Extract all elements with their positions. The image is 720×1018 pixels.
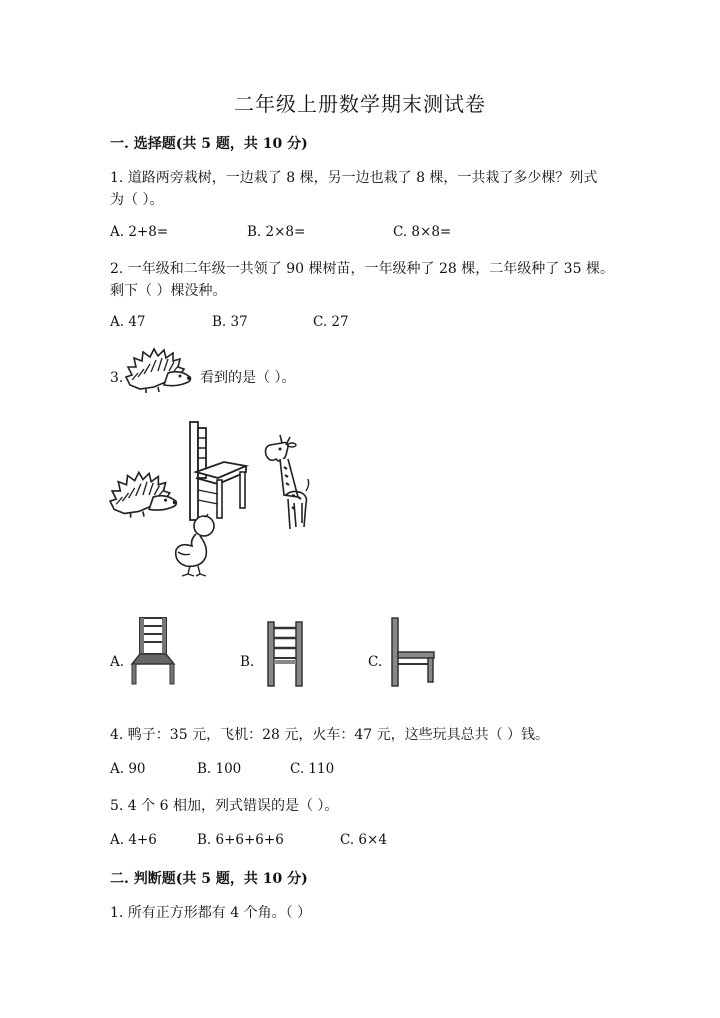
question-4-text: 4. 鸭子：35 元，飞机：28 元，火车：47 元，这些玩具总共（ ）钱。 — [110, 727, 550, 743]
question-4-option-b: B. 100 — [197, 761, 242, 777]
page-title: 二年级上册数学期末测试卷 — [234, 92, 486, 116]
giraffe-icon — [258, 433, 320, 531]
question-1-option-a: A. 2+8= — [110, 224, 169, 240]
question-2-option-a: A. 47 — [110, 314, 146, 330]
question-5-option-c: C. 6×4 — [340, 832, 387, 848]
question-4-option-a: A. 90 — [110, 761, 146, 777]
chair-side-view-icon — [388, 616, 436, 688]
judgment-1-text: 1. 所有正方形都有 4 个角。（ ） — [110, 905, 312, 921]
chair-front-view-icon — [130, 616, 176, 686]
section-heading-judgment: 二. 判断题(共 5 题，共 10 分) — [110, 871, 308, 887]
question-2-text: 2. 一年级和二年级一共领了 90 棵树苗，一年级种了 28 棵，二年级种了 35 棵。 — [110, 261, 614, 277]
question-3-option-b: B. — [240, 654, 255, 670]
hedgehog-icon — [124, 347, 196, 395]
hedgehog-scene-icon — [108, 470, 182, 520]
question-3-text: 看到的是（ ）。 — [200, 370, 296, 386]
question-1-text-cont: 为（ ）。 — [110, 192, 164, 208]
question-4-option-c: C. 110 — [290, 761, 335, 777]
duck-icon — [172, 512, 216, 578]
question-1-option-c: C. 8×8= — [393, 224, 452, 240]
question-3-option-c: C. — [368, 654, 383, 670]
question-2-option-b: B. 37 — [212, 314, 248, 330]
question-3-number: 3. — [110, 370, 124, 386]
chair-scene-icon — [184, 420, 248, 522]
question-5-option-b: B. 6+6+6+6 — [197, 832, 284, 848]
question-1-text: 1. 道路两旁栽树，一边栽了 8 棵，另一边也栽了 8 棵，一共栽了多少棵？列式 — [110, 170, 598, 186]
question-3-option-a: A. — [110, 654, 125, 670]
question-5-text: 5. 4 个 6 相加，列式错误的是（ ）。 — [110, 798, 339, 814]
chair-back-view-icon — [266, 620, 304, 688]
question-1-option-b: B. 2×8= — [247, 224, 306, 240]
section-heading-choice: 一. 选择题(共 5 题，共 10 分) — [110, 136, 308, 152]
question-2-option-c: C. 27 — [313, 314, 349, 330]
question-2-text-cont: 剩下（ ）棵没种。 — [110, 283, 227, 299]
question-5-option-a: A. 4+6 — [110, 832, 157, 848]
